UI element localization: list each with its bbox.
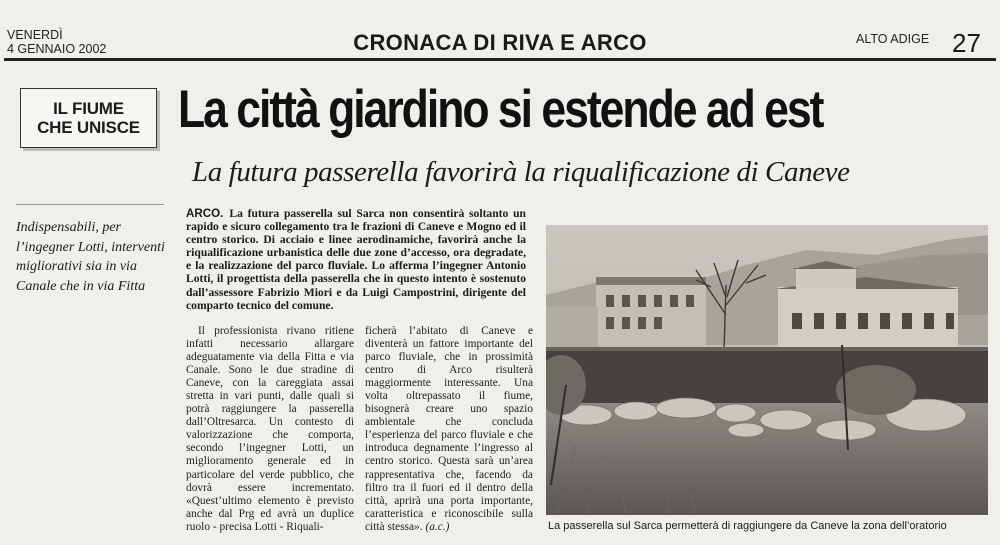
body-column-1 (186, 325, 354, 534)
kicker-line-2: CHE UNISCE (37, 118, 140, 137)
headline: La città giardino si estende ad est (178, 80, 823, 139)
side-note: Indispensabili, per l’ingegner Lotti, interventi migliorativi sia in via Canale che in via Fitta (16, 220, 165, 294)
subheadline: La futura passerella favorirà la riqualificazione di Caneve (192, 156, 850, 188)
kicker-box (20, 88, 157, 148)
byline: (a.c.) (425, 520, 450, 533)
photo-caption: La passerella sul Sarca permetterà di raggiungere da Caneve la zona dell’oratorio (548, 520, 947, 532)
kicker-line-1: IL FIUME (53, 99, 124, 118)
article-photo (546, 225, 988, 515)
photo-illustration (546, 225, 988, 515)
header-rule (4, 58, 996, 61)
body-column-2 (365, 325, 533, 534)
body-column-1-text: Il professionista rivano ritiene infatti necessario allargare adeguatamente via della Fitta e via Canale. Sono le due stradine di Caneve, con la careggiata assai stretta in vari punti, dalle quali si potrà raggiungere la passerella dall’Oltresarca. Un contesto di valorizzazione che comporta, secondo l’ingegner Lotti, un miglioramento generale ed in particolare del verde pubblico, che dovrà essere incrementato. «Quest’ultimo elemento è previsto anche dal Prg ed avrà un duplice ruolo - precisa Lotti - Riquali- (186, 325, 354, 533)
side-note-rule (16, 204, 164, 205)
body-column-2-text: ficherà l’abitato di Caneve e diventerà un fattore importante del parco fluviale, che in prossimità centro di Arco risulterà maggiormente interessante. Una volta oltrepassato il fiume, bisognerà creare uno spazio ambientale che concluda l’esperienza del parco fluviale e che introduca degnamente l’ingresso al centro storico. Questa sarà un’area rappresentativa che, facendo da filtro tra il fuori ed il dentro della città, aprirà una porta importante, caratteristica e riconoscibile sulla città stessa». (365, 325, 533, 533)
issue-day: VENERDÌ (7, 28, 63, 42)
lead-text: La futura passerella sul Sarca non consentirà soltanto un rapido e sicuro collegamento tra le frazioni di Caneve e Mogno ed il centro storico. Di acciaio e linee aerodinamiche, favorirà anche la riqualificazione urbanistica delle due zone d’accesso, ora degradate, e la realizzazione del parco fluviale. Lo afferma l’ingegner Antonio Lotti, il progettista della passerella che in questo intento è sostenuto dall’assessore Fabrizio Miori e da Luigi Campostrini, dirigente del comparto tecnico del comune. (186, 207, 526, 312)
page-number: 27 (952, 28, 981, 58)
article-lead (186, 207, 526, 312)
newspaper-name: ALTO ADIGE (856, 32, 930, 46)
dateline: ARCO. (186, 207, 224, 220)
section-title: CRONACA DI RIVA E ARCO (353, 30, 647, 55)
issue-full-date: 4 GENNAIO 2002 (7, 42, 107, 56)
